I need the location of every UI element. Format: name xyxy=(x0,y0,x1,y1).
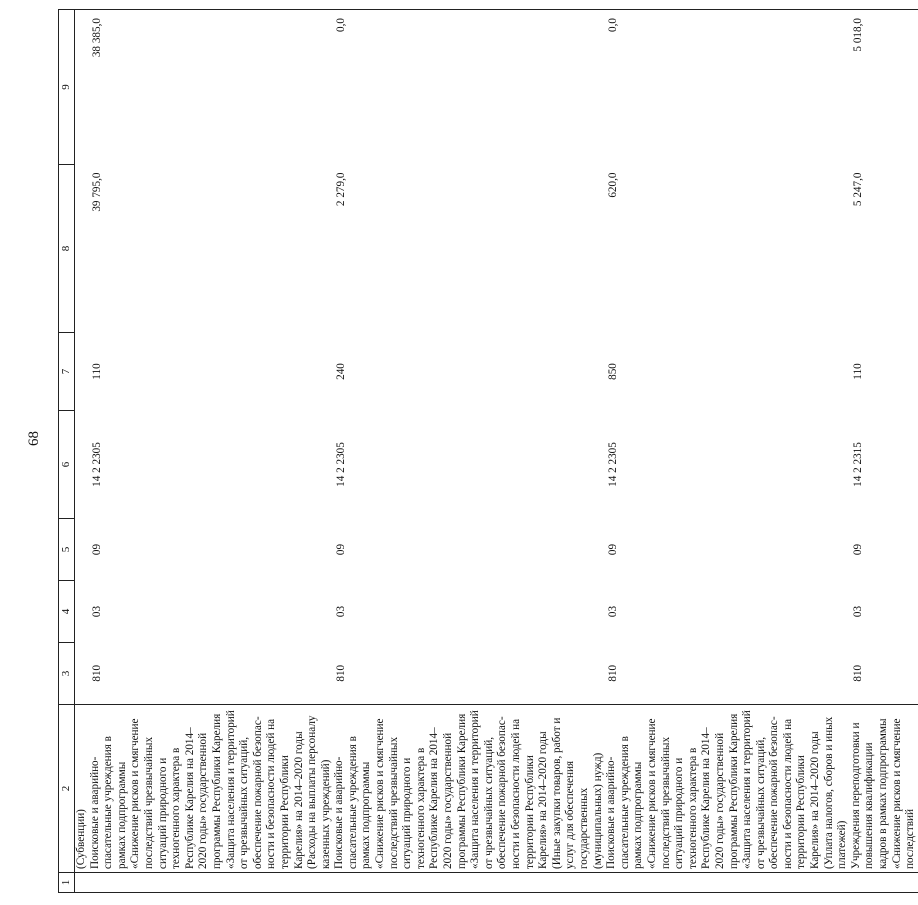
row-expense-type: 110 xyxy=(851,363,864,380)
row-description: Учреждения переподготовки и повышения квалификации кадров в рамках подпрограммы «Снижение рисков и смягчение последствий xyxy=(850,705,918,873)
row-admin-code: 810 xyxy=(335,664,348,682)
table-row xyxy=(850,10,918,893)
row-description: Поисковые и аварийно-спасательные учреждения в рамках подпрограммы «Снижение рисков и смягчение последствий чрезвычайных ситуаций природного и техногенного характера в Республике Карелия на 2014–2020 годы» государственной программы Республики Карелия «Защита населения и территорий от чрезвычайных ситуаций, обеспечение пожарной безопасности и безопасности людей на территории Республики Карелия» на 2014–2020 годы (Иные закупки товаров, работ и услуг для обеспечения государственных (муниципальных) нужд) xyxy=(333,705,605,873)
continuation-row xyxy=(75,10,89,893)
row-amount-2: 0,0 xyxy=(333,10,605,165)
row-amount-2: 0,0 xyxy=(605,10,850,165)
row-subsection: 09 xyxy=(607,543,620,556)
row-admin-code: 810 xyxy=(90,664,103,682)
row-target-article: 14 2 2305 xyxy=(335,442,348,487)
row-expense-type: 110 xyxy=(90,363,103,380)
row-amount-1: 39 795,0 xyxy=(90,172,103,212)
row-amount-1: 5 247,0 xyxy=(851,172,864,207)
row-target-article: 14 2 2305 xyxy=(607,442,620,487)
header-col-4: 4 xyxy=(59,581,75,643)
row-section: 03 xyxy=(607,605,620,618)
row-expense-type: 240 xyxy=(335,363,348,380)
row-section: 03 xyxy=(90,605,103,618)
table-row xyxy=(333,10,605,893)
row-amount-1: 620,0 xyxy=(607,172,620,198)
budget-table-sheet xyxy=(58,10,917,893)
row-target-article: 14 2 2305 xyxy=(90,442,103,487)
row-amount-2: 38 385,0 xyxy=(89,10,334,165)
header-col-2: 2 xyxy=(59,705,75,873)
header-col-9: 9 xyxy=(59,10,75,165)
table-row xyxy=(605,10,850,893)
header-col-7: 7 xyxy=(59,333,75,411)
budget-table xyxy=(58,9,918,893)
row-amount-1: 2 279,0 xyxy=(335,172,348,207)
row-subsection: 09 xyxy=(851,543,864,556)
continuation-text: (Субвенции) xyxy=(75,705,89,873)
page-number: 68 xyxy=(26,431,42,446)
row-description: Поисковые и аварийно-спасательные учреждения в рамках подпрограммы «Снижение рисков и смягчение последствий чрезвычайных ситуаций природного и техногенного характера в Республике Карелия на 2014–2020 годы» государственной программы Республики Карелия «Защита населения и территорий от чрезвычайных ситуаций, обеспечение пожарной безопасности и безопасности людей на территории Республики Карелия» на 2014–2020 годы (Уплата налогов, сборов и иных платежей) xyxy=(605,705,850,873)
row-section: 03 xyxy=(335,605,348,618)
header-col-6: 6 xyxy=(59,411,75,519)
row-amount-2: 5 018,0 xyxy=(850,10,918,165)
header-col-5: 5 xyxy=(59,519,75,581)
row-admin-code: 810 xyxy=(851,664,864,682)
table-row xyxy=(89,10,334,893)
row-expense-type: 850 xyxy=(607,363,620,380)
column-number-header xyxy=(59,10,75,893)
header-col-1: 1 xyxy=(59,873,75,893)
row-subsection: 09 xyxy=(90,543,103,556)
row-subsection: 09 xyxy=(335,543,348,556)
row-description: Поисковые и аварийно-спасательные учреждения в рамках подпрограммы «Снижение рисков и смягчение последствий чрезвычайных ситуаций природного и техногенного характера в Республике Карелия на 2014–2020 годы» государственной программы Республики Карелия «Защита населения и территорий от чрезвычайных ситуаций, обеспечение пожарной безопасности и безопасности людей на территории Республики Карелия» на 2014–2020 годы (Расходы на выплаты персоналу казенных учреждений) xyxy=(89,705,334,873)
row-section: 03 xyxy=(851,605,864,618)
header-col-3: 3 xyxy=(59,643,75,705)
header-col-8: 8 xyxy=(59,165,75,333)
row-target-article: 14 2 2315 xyxy=(851,442,864,487)
row-admin-code: 810 xyxy=(607,664,620,682)
